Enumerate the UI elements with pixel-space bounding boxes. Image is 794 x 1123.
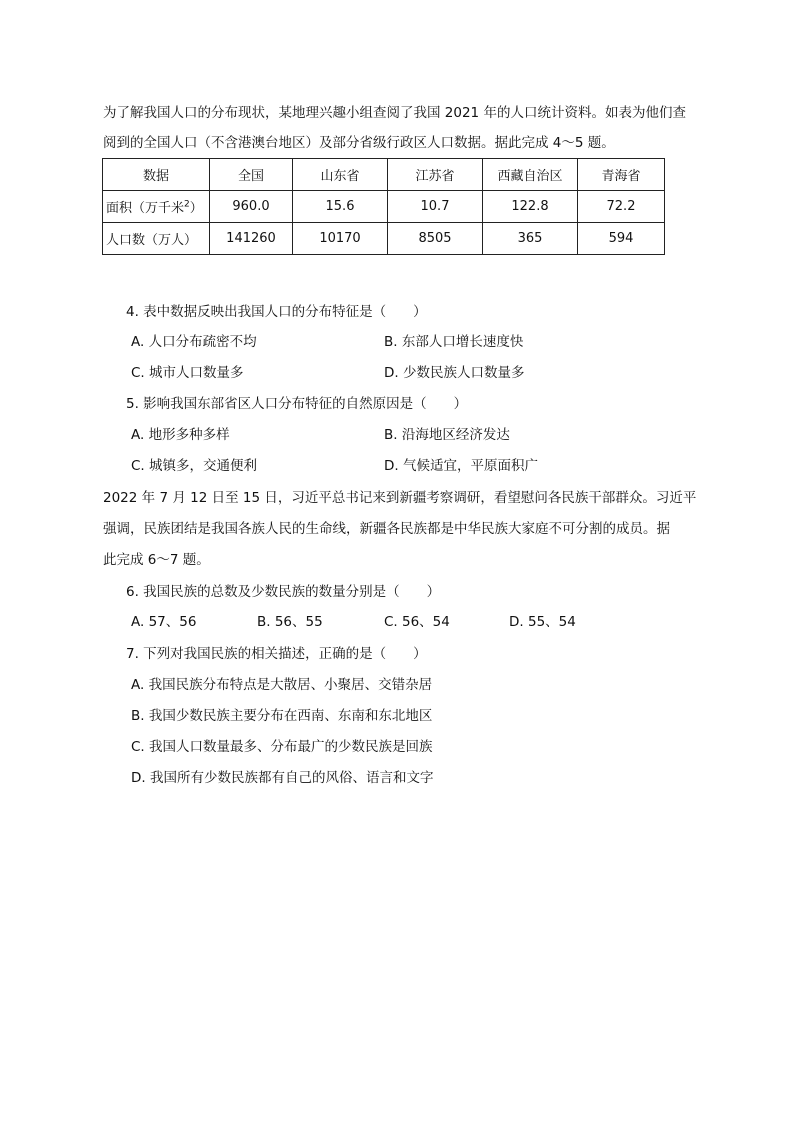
population-table <box>102 158 665 255</box>
table-cell: 594 <box>578 223 665 255</box>
question-4-option-d[interactable]: D. 少数民族人口数量多 <box>384 365 525 381</box>
table-header-cell: 西藏自治区 <box>483 159 578 191</box>
question-7-option-d[interactable]: D. 我国所有少数民族都有自己的风俗、语言和文字 <box>131 770 434 786</box>
question-7-stem: 7. 下列对我国民族的相关描述，正确的是（ ） <box>126 646 427 662</box>
table-cell: 72.2 <box>578 191 665 223</box>
question-7-option-c[interactable]: C. 我国人口数量最多、分布最广的少数民族是回族 <box>131 739 433 755</box>
table-cell: 141260 <box>210 223 293 255</box>
question-5-option-c[interactable]: C. 城镇多，交通便利 <box>131 458 258 474</box>
intro-paragraph-line-2: 阅到的全国人口（不含港澳台地区）及部分省级行政区人口数据。据此完成 4～5 题。 <box>103 135 615 151</box>
table-cell: 15.6 <box>293 191 388 223</box>
table-header-cell: 数据 <box>103 159 210 191</box>
table-cell: 10170 <box>293 223 388 255</box>
question-6-stem: 6. 我国民族的总数及少数民族的数量分别是（ ） <box>126 584 441 600</box>
question-4-option-a[interactable]: A. 人口分布疏密不均 <box>131 334 257 350</box>
intro2-paragraph-line-3: 此完成 6～7 题。 <box>103 552 210 568</box>
question-6-option-c[interactable]: C. 56、54 <box>384 614 450 630</box>
table-cell: 122.8 <box>483 191 578 223</box>
question-4-stem: 4. 表中数据反映出我国人口的分布特征是（ ） <box>126 304 427 320</box>
intro-paragraph-line-1: 为了解我国人口的分布现状，某地理兴趣小组查阅了我国 2021 年的人口统计资料。如表为他们查 <box>103 105 686 121</box>
table-header-cell: 江苏省 <box>388 159 483 191</box>
question-5-option-a[interactable]: A. 地形多种多样 <box>131 427 230 443</box>
table-cell: 960.0 <box>210 191 293 223</box>
table-cell: 8505 <box>388 223 483 255</box>
question-4-option-b[interactable]: B. 东部人口增长速度快 <box>384 334 524 350</box>
row-label-area: 面积（万千米$^2$） <box>103 191 210 223</box>
table-header-row <box>103 159 665 191</box>
table-cell: 365 <box>483 223 578 255</box>
table-row <box>103 223 665 255</box>
question-5-option-d[interactable]: D. 气候适宜，平原面积广 <box>384 458 538 474</box>
question-6-option-b[interactable]: B. 56、55 <box>257 614 323 630</box>
question-6-option-d[interactable]: D. 55、54 <box>509 614 576 630</box>
table-header-cell: 全国 <box>210 159 293 191</box>
question-4-option-c[interactable]: C. 城市人口数量多 <box>131 365 244 381</box>
question-5-option-b[interactable]: B. 沿海地区经济发达 <box>384 427 510 443</box>
question-5-stem: 5. 影响我国东部省区人口分布特征的自然原因是（ ） <box>126 396 468 412</box>
row-label-population: 人口数（万人） <box>103 223 210 255</box>
table-cell: 10.7 <box>388 191 483 223</box>
question-7-option-b[interactable]: B. 我国少数民族主要分布在西南、东南和东北地区 <box>131 708 433 724</box>
question-6-option-a[interactable]: A. 57、56 <box>131 614 197 630</box>
intro2-paragraph-line-2: 强调，民族团结是我国各族人民的生命线，新疆各民族都是中华民族大家庭不可分割的成员。据 <box>103 521 670 537</box>
table-row <box>103 191 665 223</box>
intro2-paragraph-line-1: 2022 年 7 月 12 日至 15 日，习近平总书记来到新疆考察调研，看望慰问各民族干部群众。习近平 <box>103 490 697 506</box>
table-header-cell: 青海省 <box>578 159 665 191</box>
table-header-cell: 山东省 <box>293 159 388 191</box>
question-7-option-a[interactable]: A. 我国民族分布特点是大散居、小聚居、交错杂居 <box>131 677 433 693</box>
